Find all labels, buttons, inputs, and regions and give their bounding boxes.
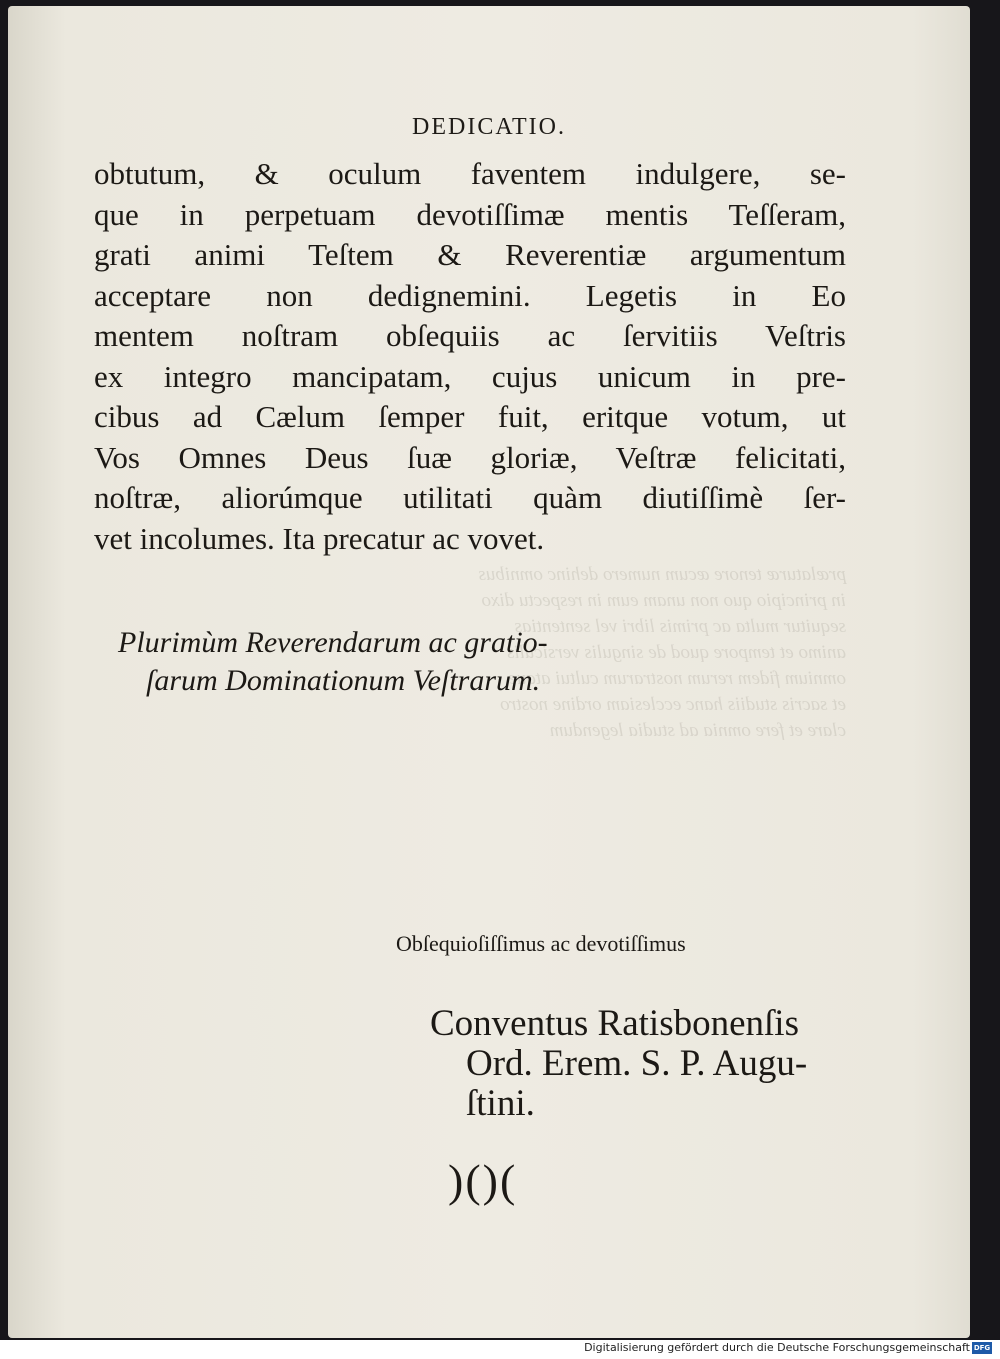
text-line: cibus ad Cælum ſemper fuit, eritque votum, ut [94, 399, 846, 434]
text-line: ex integro mancipatam, cujus unicum in pre- [94, 358, 846, 394]
show-through-text: prælaturæ tenore æcum numero dehinc omnibus in principio quo non unam eum in respectu dixo sequitur multa ac primis libri vel sententias animo et tempore quod de singulis versiculis omnium fidem rerum nostrarum cultui atque et sacris studiis hanc ecclesiam ordine nostro clare et fere omnia ad studia legendum [478, 564, 846, 741]
text-line: mentem noſtram obſequiis ac ſervitiis Veſtris [94, 318, 846, 353]
valediction [118, 624, 738, 700]
text-line: que in perpetuam devotiſſimæ mentis Teſſeram, [94, 196, 846, 232]
signature-line: Conventus Ratisbonenſis [430, 1003, 799, 1044]
valediction-line: Plurimùm Reverendarum ac gratio- [118, 626, 548, 659]
text-line: acceptare non dedignemini. Legetis in Eo [94, 277, 846, 313]
text-line: obtutum, & oculum faventem indulgere, se- [94, 156, 846, 191]
text-line: Vos Omnes Deus ſuæ gloriæ, Veſtræ felicitati, [94, 439, 846, 475]
signature-block [430, 1004, 807, 1124]
footer-credit: Digitalisierung gefördert durch die Deutsche Forschungsgemeinschaft [584, 1341, 970, 1354]
signature-line: Ord. Erem. S. P. Augu- [466, 1043, 808, 1084]
book-page [8, 6, 970, 1338]
running-head: DEDICATIO. [412, 114, 566, 140]
text-line: grati animi Teſtem & Reverentiæ argumentum [94, 237, 846, 272]
dfg-logo: DFG [973, 1344, 991, 1352]
text-line: vet incolumes. Ita precatur ac vovet. [94, 520, 545, 556]
valediction-line: ſarum Dominationum Veſtrarum. [146, 664, 541, 697]
signature-line: ſtini. [466, 1083, 535, 1124]
text-line: noſtræ, aliorúmque utilitati quàm diutiſſimè ſer- [94, 480, 846, 515]
closing-phrase: Obſequioſiſſimus ac devotiſſimus [396, 931, 686, 956]
ornament-mark: )()( [448, 1155, 518, 1206]
dedication-text [94, 154, 846, 559]
